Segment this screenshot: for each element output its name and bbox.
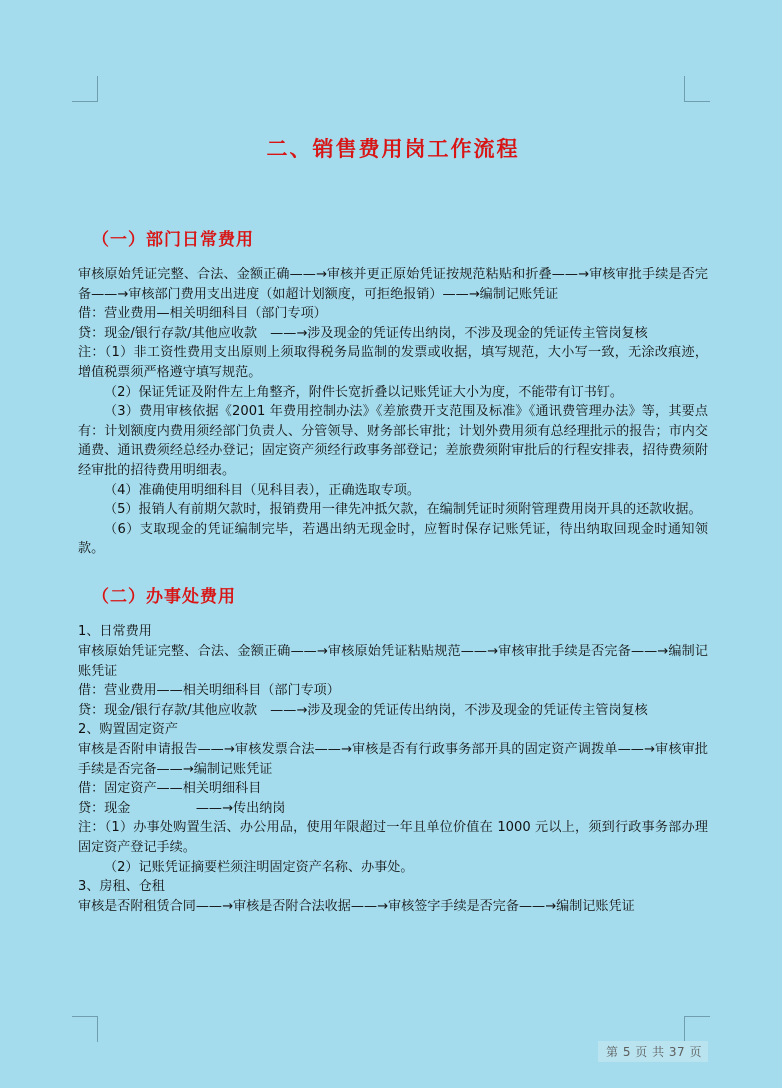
body-paragraph: （6）支取现金的凭证编制完毕，若遇出纳无现金时，应暂时保存记账凭证，待出纳取回现金时通知领款。 (78, 521, 708, 557)
crop-mark-top-right (684, 76, 710, 102)
body-paragraph: （5）报销人有前期欠款时，报销费用一律先冲抵欠款，在编制凭证时须附管理费用岗开具的还款收据。 (104, 502, 702, 518)
crop-mark-top-left (72, 76, 98, 102)
body-paragraph: 注：（1）非工资性费用支出原则上须取得税务局监制的发票或收据，填写规范，大小写一致，无涂改痕迹，增值税票须严格遵守填写规范。 (78, 345, 708, 380)
body-paragraph: 审核是否附申请报告——→审核发票合法——→审核是否有行政事务部开具的固定资产调拨单——→审核审批手续是否完备——→编制记账凭证 (78, 741, 708, 777)
crop-mark-bottom-left (72, 1016, 98, 1042)
page-title: 二、销售费用岗工作流程 (266, 137, 520, 161)
body-paragraph: （4）准确使用明细科目（见科目表），正确选取专项。 (104, 482, 421, 498)
body-paragraph: （2）保证凭证及附件左上角整齐，附件长宽折叠以记账凭证大小为度，不能带有订书钉。 (104, 384, 623, 400)
body-paragraph: 借：固定资产——相关明细科目 (78, 781, 262, 797)
body-paragraph: （2）记账凭证摘要栏须注明固定资产名称、办事处。 (104, 859, 414, 875)
body-paragraph: 注：（1）办事处购置生活、办公用品，使用年限超过一年且单位价值在 1000 元以上，须到行政事务部办理固定资产登记手续。 (78, 820, 708, 855)
body-paragraph: 审核原始凭证完整、合法、金额正确——→审核并更正原始凭证按规范粘贴和折叠——→审核审批手续是否完备——→审核部门费用支出进度（如超计划额度，可拒绝报销）——→编制记账凭证 (78, 267, 708, 302)
body-paragraph: 2、购置固定资产 (78, 722, 178, 738)
body-paragraph: 贷：现金/银行存款/其他应收款 ——→涉及现金的凭证传出纳岗，不涉及现金的凭证传主管岗复核 (78, 325, 648, 341)
body-paragraph: 审核是否附租赁合同——→审核是否附合法收据——→审核签字手续是否完备——→编制记账凭证 (78, 898, 635, 914)
page-footer (598, 1041, 708, 1062)
body-paragraph: 贷：现金/银行存款/其他应收款 ——→涉及现金的凭证传出纳岗，不涉及现金的凭证传主管岗复核 (78, 702, 648, 718)
body-paragraph: 借：营业费用——相关明细科目（部门专项） (78, 683, 340, 699)
crop-mark-bottom-right (684, 1016, 710, 1042)
body-paragraph: 审核原始凭证完整、合法、金额正确——→审核原始凭证粘贴规范——→审核审批手续是否完备——→编制记账凭证 (78, 644, 708, 679)
section-heading: （二）办事处费用 (92, 586, 236, 607)
page-number-label: 第 5 页 共 37 页 (598, 1041, 708, 1062)
title-spacer (78, 166, 708, 228)
body-paragraph: 3、房租、仓租 (78, 879, 165, 895)
body-paragraph: 1、日常费用 (78, 624, 152, 640)
body-paragraph: 借：营业费用—相关明细科目（部门专项） (78, 306, 327, 322)
section-heading: （一）部门日常费用 (92, 229, 254, 250)
body-paragraph: 贷：现金 ——→传出纳岗 (78, 800, 286, 816)
body-paragraph: （3）费用审核依据《2001 年费用控制办法》《差旅费开支范围及标准》《通讯费管理办法》等，其要点有：计划额度内费用须经部门负责人、分管领导、财务部长审批；计划外费用须有总经理批示的报告；市内交通费、通讯费须经总经办登记；固定资产须经行政事务部登记；差旅费须附审批后的行程安排表，招待费须附经审批的招待费用明细表。 (78, 404, 708, 478)
document-body (78, 104, 708, 916)
sections-container (78, 228, 708, 917)
